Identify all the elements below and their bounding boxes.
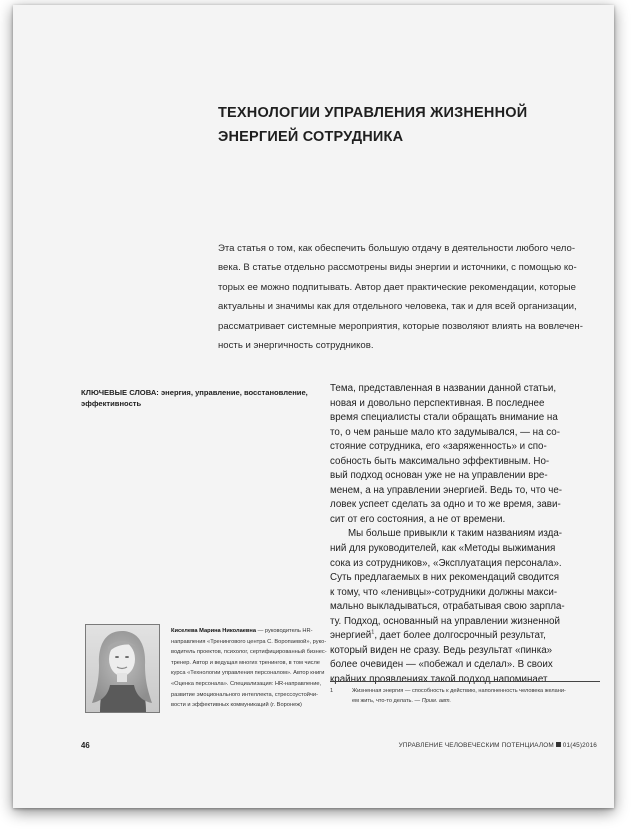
body-line: время специалисты стали обращать внимание на [330, 412, 558, 424]
body-line: сит от его состояния, а не от времени. [330, 513, 506, 525]
bio-line: вости и эффективных коммуникаций (г. Воронеж) [171, 702, 302, 709]
article-title [218, 101, 608, 149]
body-line: который виден не сразу. Ведь результат «пинка» [330, 644, 553, 656]
article-lead [218, 239, 603, 355]
magazine-page [13, 5, 614, 808]
body-line: более очевиден — «побежал и сделал». В своих [330, 659, 553, 671]
bio-line: водитель проектов, психолог, сертифицированный бизнес- [171, 649, 327, 656]
body-line: ловек успеет сделать за одно и то же время, зави- [330, 499, 561, 511]
body-line: ний для руководителей, как «Методы выжимания [330, 543, 556, 555]
body-line: новая и довольно перспективная. В последнее [330, 397, 545, 409]
body-line: сока из сотрудников», «Эксплуатация персонала». [330, 557, 562, 569]
bio-line: тренер. Автор и ведущая многих тренингов, в том числе [171, 659, 320, 666]
footnote-reference[interactable]: 1 [371, 630, 375, 637]
bio-line: направления «Тренингового центра С. Воропаевой», руко- [171, 638, 327, 645]
body-line: Мы больше привыкли к таким названиям изда- [348, 528, 563, 540]
body-line: мально выкладываться, отрабатывая свою зарпла- [330, 601, 565, 613]
body-line: ту. Подход, основанный на управлении жизненной [330, 615, 560, 627]
body-line: к тому, что «ленивцы»-сотрудники должны макси- [330, 586, 558, 598]
keywords-line: эффективность [81, 399, 142, 408]
square-separator-icon [556, 742, 561, 747]
journal-issue: 01(45)2016 [562, 742, 597, 749]
title-line: ЭНЕРГИЕЙ СОТРУДНИКА [218, 129, 404, 145]
footnote-line [330, 687, 610, 697]
footnote-line [330, 697, 610, 707]
body-line: то, о чем раньше мало кто задумывался, — на со- [330, 426, 560, 438]
footnote-number: 1 [330, 688, 334, 694]
footnote-divider [330, 681, 600, 682]
keywords [81, 387, 321, 409]
lead-line: актуальны и значимы как для отдельного человека, так и для всей организации, [218, 301, 577, 313]
bio-line: развитие эмоционального интеллекта, стрессоустойчи- [171, 691, 318, 698]
footnote-note: Прим. авт. [421, 697, 452, 704]
footnote [330, 687, 610, 706]
lead-line: рассматривает системные мероприятия, которые позволяют влиять на вовлечен- [218, 320, 583, 332]
journal-name: УПРАВЛЕНИЕ ЧЕЛОВЕЧЕСКИМ ПОТЕНЦИАЛОМ [398, 742, 554, 749]
lead-line: века. В статье отдельно рассмотрены виды энергии и источники, с помощью ко- [218, 262, 577, 274]
lead-line: торых ее можно подпитывать. Автор дает практические рекомендации, которые [218, 281, 576, 293]
footnote-text: Жизненная энергия — способность к действию, наполненность человека желани- [352, 688, 566, 694]
body-fragment: энергией [330, 630, 372, 642]
body-line: собность быть максимально эффективным. Но- [330, 455, 550, 467]
author-photo [85, 624, 160, 713]
running-footer [365, 742, 597, 749]
body-line: Тема, представленная в названии данной статьи, [330, 383, 557, 394]
footnote-text: ем жить, что-то делать. — [352, 697, 422, 704]
author-name: Киселева Марина Николаевна [171, 628, 257, 634]
bio-line: «Оценка персонала». Специализация: HR-направление, [171, 680, 322, 687]
page-number: 46 [81, 741, 90, 750]
keywords-line: КЛЮЧЕВЫЕ СЛОВА: энергия, управление, восстановление, [81, 388, 308, 397]
body-line: крайних проявлениях такой подход напоминает [330, 673, 548, 685]
author-bio [171, 626, 331, 711]
bio-fragment: — руководитель HR- [256, 628, 313, 634]
title-line: ТЕХНОЛОГИИ УПРАВЛЕНИЯ ЖИЗНЕННОЙ [218, 105, 528, 121]
body-line: стояние сотрудника, его «заряженность» и спо- [330, 441, 547, 453]
bio-line [171, 626, 331, 637]
body-fragment: , дает более долгосрочный результат, [374, 630, 546, 642]
body-line: вый подход основан уже не на управлении вре- [330, 470, 548, 482]
author-portrait-image [86, 625, 159, 712]
article-body [330, 382, 605, 687]
body-line: Суть предлагаемых в них рекомендаций сводится [330, 572, 560, 584]
body-line: менем, а на управлении энергией. Ведь то, что че- [330, 484, 563, 496]
lead-line: ность и энергичность сотрудников. [218, 340, 374, 352]
body-line-with-footnote [330, 629, 605, 644]
bio-line: курса «Технологии управления персоналом». Автор книги [171, 670, 325, 677]
lead-line: Эта статья о том, как обеспечить большую отдачу в деятельности любого чело- [218, 243, 576, 254]
